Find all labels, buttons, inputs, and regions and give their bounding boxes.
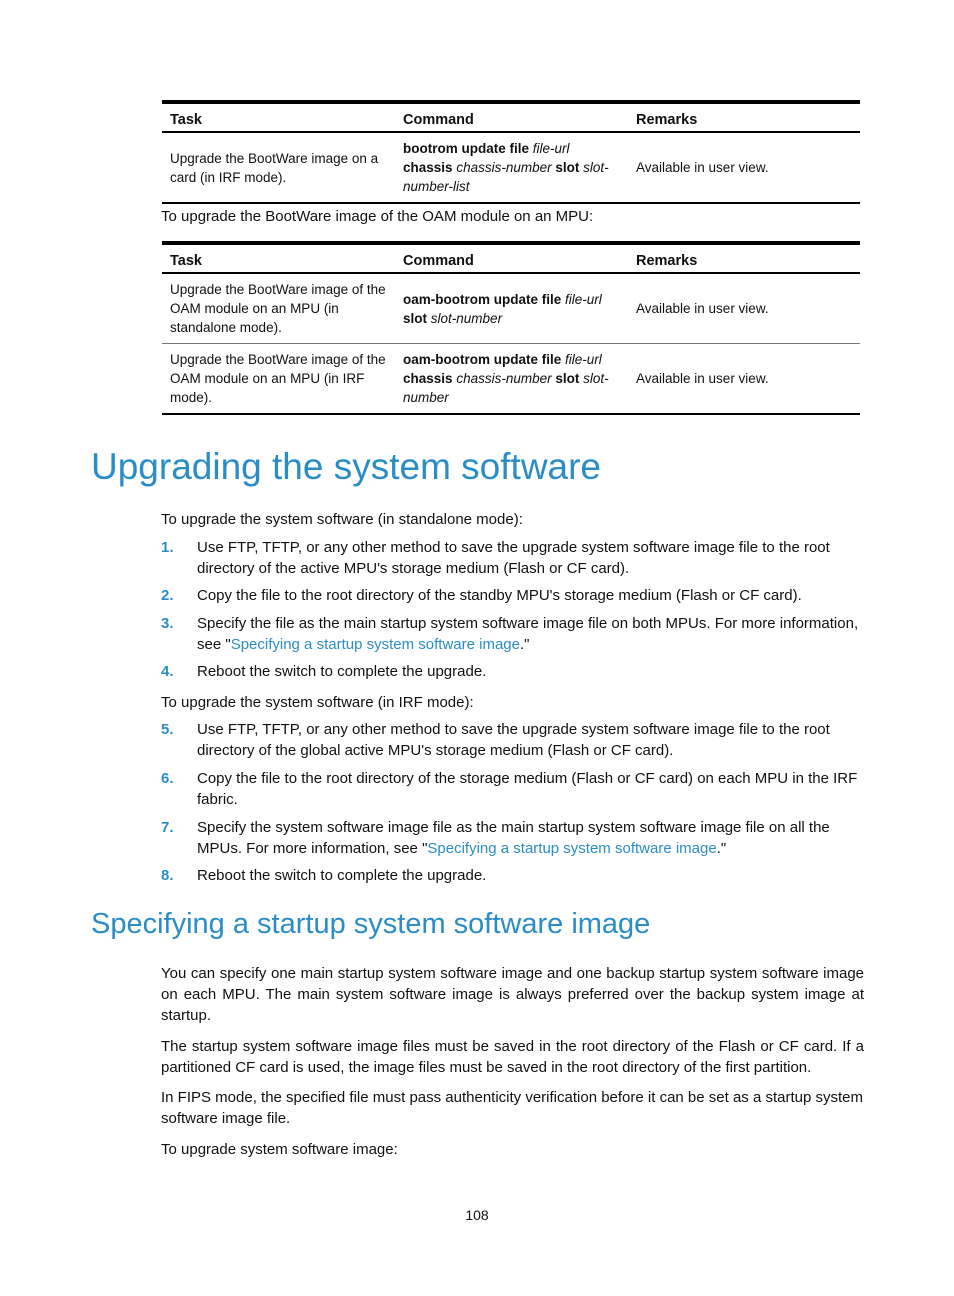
command-keyword: chassis <box>403 160 453 175</box>
step-number: 4. <box>161 663 174 680</box>
step-number: 5. <box>161 721 174 738</box>
step-number: 3. <box>161 615 174 632</box>
table-header-remarks: Remarks <box>628 102 860 132</box>
paragraph: To upgrade system software image: <box>161 1141 398 1158</box>
step-item <box>161 661 864 682</box>
command-cell <box>395 273 628 344</box>
command-keyword: oam-bootrom update file <box>403 352 562 367</box>
step-number: 2. <box>161 587 174 604</box>
step-text-run: Use FTP, TFTP, or any other method to save the upgrade system software image file to the root directory of the active MPU's storage medium (Flash or CF card). <box>197 539 830 577</box>
command-cell <box>395 132 628 203</box>
step-text <box>197 719 864 761</box>
step-item <box>161 719 864 761</box>
step-text-run: Specify the system software image file as the main startup system software image file on all the MPUs. For more information, see " <box>197 819 830 857</box>
step-item <box>161 537 864 579</box>
command-argument: file-url <box>565 352 602 367</box>
table-header-task: Task <box>162 102 395 132</box>
task-cell: Upgrade the BootWare image of the OAM module on an MPU (in IRF mode). <box>162 344 395 415</box>
table-row <box>162 344 860 415</box>
task-cell: Upgrade the BootWare image of the OAM module on an MPU (in standalone mode). <box>162 273 395 344</box>
step-item <box>161 817 864 859</box>
step-text <box>197 585 864 606</box>
table-oam-bootware <box>162 241 860 415</box>
command-argument: slot-number <box>403 371 609 405</box>
intro-oam: To upgrade the BootWare image of the OAM module on an MPU: <box>161 208 594 225</box>
table-header-remarks: Remarks <box>628 243 860 273</box>
step-text <box>197 768 864 810</box>
step-text <box>197 817 864 859</box>
step-text-run: Reboot the switch to complete the upgrade. <box>197 663 487 680</box>
cross-reference-link[interactable]: Specifying a startup system software image <box>427 840 717 857</box>
table-header-command: Command <box>395 243 628 273</box>
step-text-run: ." <box>519 636 530 653</box>
step-item <box>161 768 864 810</box>
step-text <box>197 537 864 579</box>
section-title-upgrading: Upgrading the system software <box>91 446 602 487</box>
task-cell: Upgrade the BootWare image on a card (in IRF mode). <box>162 132 395 203</box>
command-keyword: slot <box>555 160 580 175</box>
command-argument: chassis-number <box>456 371 552 386</box>
command-argument: slot-number-list <box>403 160 609 194</box>
step-text-run: Reboot the switch to complete the upgrade. <box>197 867 487 884</box>
command-keyword: bootrom update file <box>403 141 529 156</box>
table-header-task: Task <box>162 243 395 273</box>
paragraph: In FIPS mode, the specified file must pass authenticity verification before it can be set as a startup system software image file. <box>161 1089 864 1127</box>
step-number: 1. <box>161 539 174 556</box>
remarks-cell: Available in user view. <box>628 132 860 203</box>
command-keyword: slot <box>403 310 428 326</box>
remarks-cell: Available in user view. <box>628 344 860 415</box>
paragraph: The startup system software image files must be saved in the root directory of the Flash or CF card. If a partitioned CF card is used, the image files must be saved in the root directory of the first partition. <box>161 1038 864 1076</box>
table-row <box>162 132 860 203</box>
step-item <box>161 585 864 606</box>
step-text-run: Copy the file to the root directory of the storage medium (Flash or CF card) on each MPU in the IRF fabric. <box>197 770 858 808</box>
paragraph: You can specify one main startup system software image and one backup startup system software image on each MPU. The main system software image is always preferred over the backup system image at startup. <box>161 965 864 1024</box>
step-item <box>161 613 864 655</box>
cross-reference-link[interactable]: Specifying a startup system software image <box>230 636 520 653</box>
table-row <box>162 273 860 344</box>
step-number: 8. <box>161 867 174 884</box>
step-text-run: Specify the file as the main startup system software image file on both MPUs. For more information, see " <box>197 615 859 653</box>
page-number: 108 <box>465 1207 489 1223</box>
table-header-command: Command <box>395 102 628 132</box>
command-argument: chassis-number <box>456 160 552 175</box>
command-keyword: slot <box>555 371 580 386</box>
command-cell <box>395 344 628 415</box>
command-argument: file-url <box>532 141 570 156</box>
section-title-specifying: Specifying a startup system software image <box>91 908 651 940</box>
command-keyword: oam-bootrom update file <box>403 291 562 307</box>
command-argument: file-url <box>565 291 602 307</box>
command-argument: slot-number <box>430 310 503 326</box>
step-text <box>197 613 864 655</box>
step-text <box>197 661 864 682</box>
command-keyword: chassis <box>403 371 453 386</box>
step-number: 7. <box>161 819 174 836</box>
intro-irf: To upgrade the system software (in IRF mode): <box>161 694 474 711</box>
remarks-cell: Available in user view. <box>628 273 860 344</box>
step-number: 6. <box>161 770 174 787</box>
intro-standalone: To upgrade the system software (in standalone mode): <box>161 511 523 528</box>
table-bootware-card <box>162 100 860 204</box>
step-text <box>197 865 864 886</box>
step-text-run: Copy the file to the root directory of the standby MPU's storage medium (Flash or CF card). <box>197 587 802 604</box>
step-item <box>161 865 864 886</box>
step-text-run: ." <box>716 840 727 857</box>
step-text-run: Use FTP, TFTP, or any other method to save the upgrade system software image file to the root directory of the global active MPU's storage medium (Flash or CF card). <box>197 721 830 759</box>
